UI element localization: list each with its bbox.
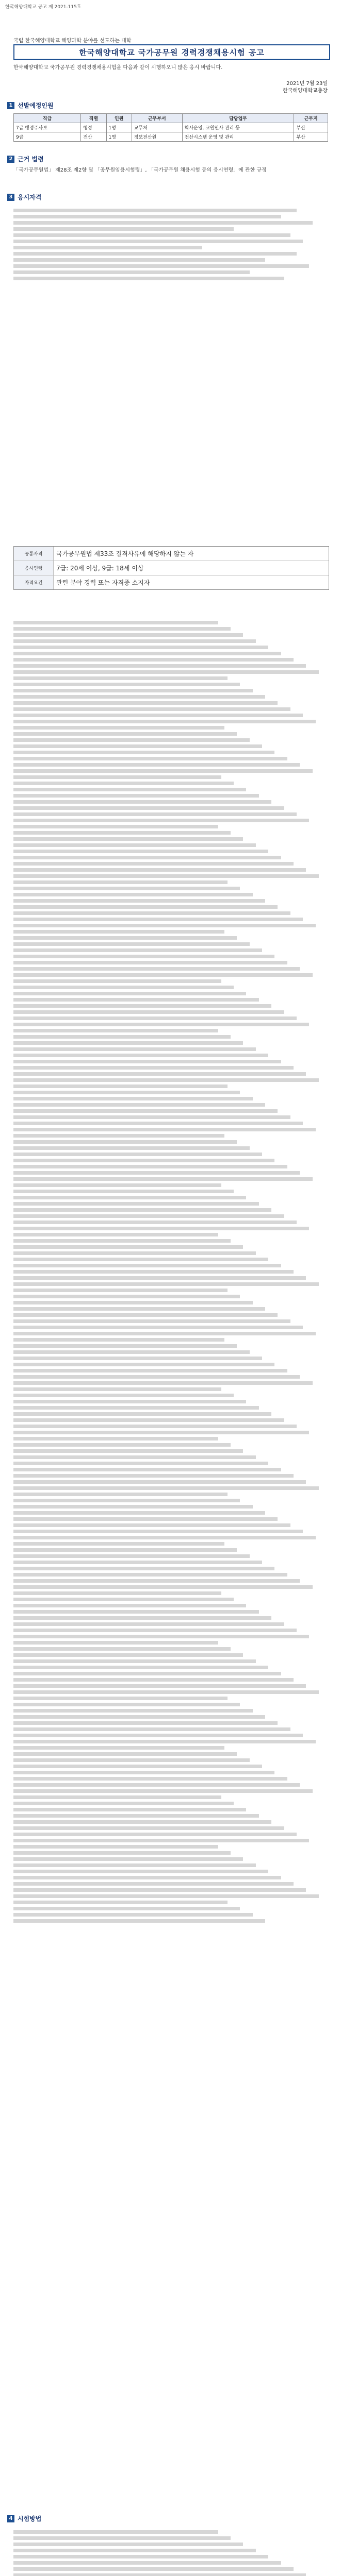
exam-method-text — [13, 2528, 328, 2576]
table-cell: 전산시스템 운영 및 관리 — [182, 132, 294, 142]
table-cell: 부산 — [294, 132, 328, 142]
table-cell: 부산 — [294, 123, 328, 132]
table-cell: 행정 — [81, 123, 106, 132]
title-box — [13, 44, 330, 60]
col-header: 근무지 — [294, 114, 328, 123]
table-cell: 교무처 — [132, 123, 182, 132]
col-header: 직렬 — [81, 114, 106, 123]
intro-text: 한국해양대학교 국가공무원 경력경쟁채용시험을 다음과 같이 시행하오니 많은 응시 바랍니다. — [13, 65, 223, 71]
qualification-text — [13, 206, 328, 515]
col-header: 직급 — [14, 114, 81, 123]
col-header: 담당업무 — [182, 114, 294, 123]
table-cell: 1명 — [106, 123, 132, 132]
notice-date: 2021년 7월 23일 — [286, 81, 328, 87]
section-number: 4 — [7, 2515, 14, 2522]
table-row — [14, 123, 328, 132]
recruit-table — [13, 113, 328, 142]
qualification-row — [14, 547, 329, 561]
section-4-header — [7, 2514, 41, 2523]
qualification-details — [13, 618, 328, 2473]
qualification-table — [13, 546, 329, 590]
qualification-row — [14, 575, 329, 589]
section-1-header — [7, 101, 54, 110]
basis-text: 「국가공무원법」 제28조 제2항 및 「공무원임용시험령」, 「국가공무원 채용시험 등의 응시연령」에 관한 규정 — [13, 167, 267, 173]
qualification-label: 응시연령 — [14, 561, 54, 575]
issuer: 한국해양대학교총장 — [283, 88, 328, 94]
table-row — [14, 132, 328, 142]
table-cell: 학사운영, 교원인사 관리 등 — [182, 123, 294, 132]
section-title: 근거 법령 — [18, 156, 44, 163]
col-header: 근무부서 — [132, 114, 182, 123]
section-title: 응시자격 — [18, 194, 42, 201]
table-cell: 정보전산원 — [132, 132, 182, 142]
date-block — [283, 80, 328, 95]
table-cell: 9급 — [14, 132, 81, 142]
notice-number: 한국해양대학교 공고 제 2021-115호 — [5, 5, 82, 10]
col-header: 인원 — [106, 114, 132, 123]
qualification-body: 국가공무원법 제33조 결격사유에 해당하지 않는 자 — [56, 550, 194, 557]
qualification-row — [14, 561, 329, 575]
section-number: 3 — [7, 194, 14, 201]
section-number: 2 — [7, 156, 14, 163]
section-title: 선발예정인원 — [18, 102, 54, 109]
section-2-header — [7, 155, 44, 163]
table-cell: 7급 행정주사보 — [14, 123, 81, 132]
table-cell: 1명 — [106, 132, 132, 142]
qualification-body: 7급: 20세 이상, 9급: 18세 이상 — [56, 565, 144, 572]
qualification-body: 관련 분야 경력 또는 자격증 소지자 — [56, 579, 150, 586]
section-title: 시험방법 — [18, 2515, 42, 2522]
tag-line: 국립 한국해양대학교 해양과학 분야를 선도하는 대학 — [13, 38, 132, 44]
table-cell: 전산 — [81, 132, 106, 142]
qualification-label: 공통자격 — [14, 547, 54, 561]
section-3-header — [7, 193, 41, 201]
page-title: 한국해양대학교 국가공무원 경력경쟁채용시험 공고 — [79, 47, 265, 57]
section-number: 1 — [7, 102, 14, 109]
qualification-label: 자격요건 — [14, 575, 54, 589]
